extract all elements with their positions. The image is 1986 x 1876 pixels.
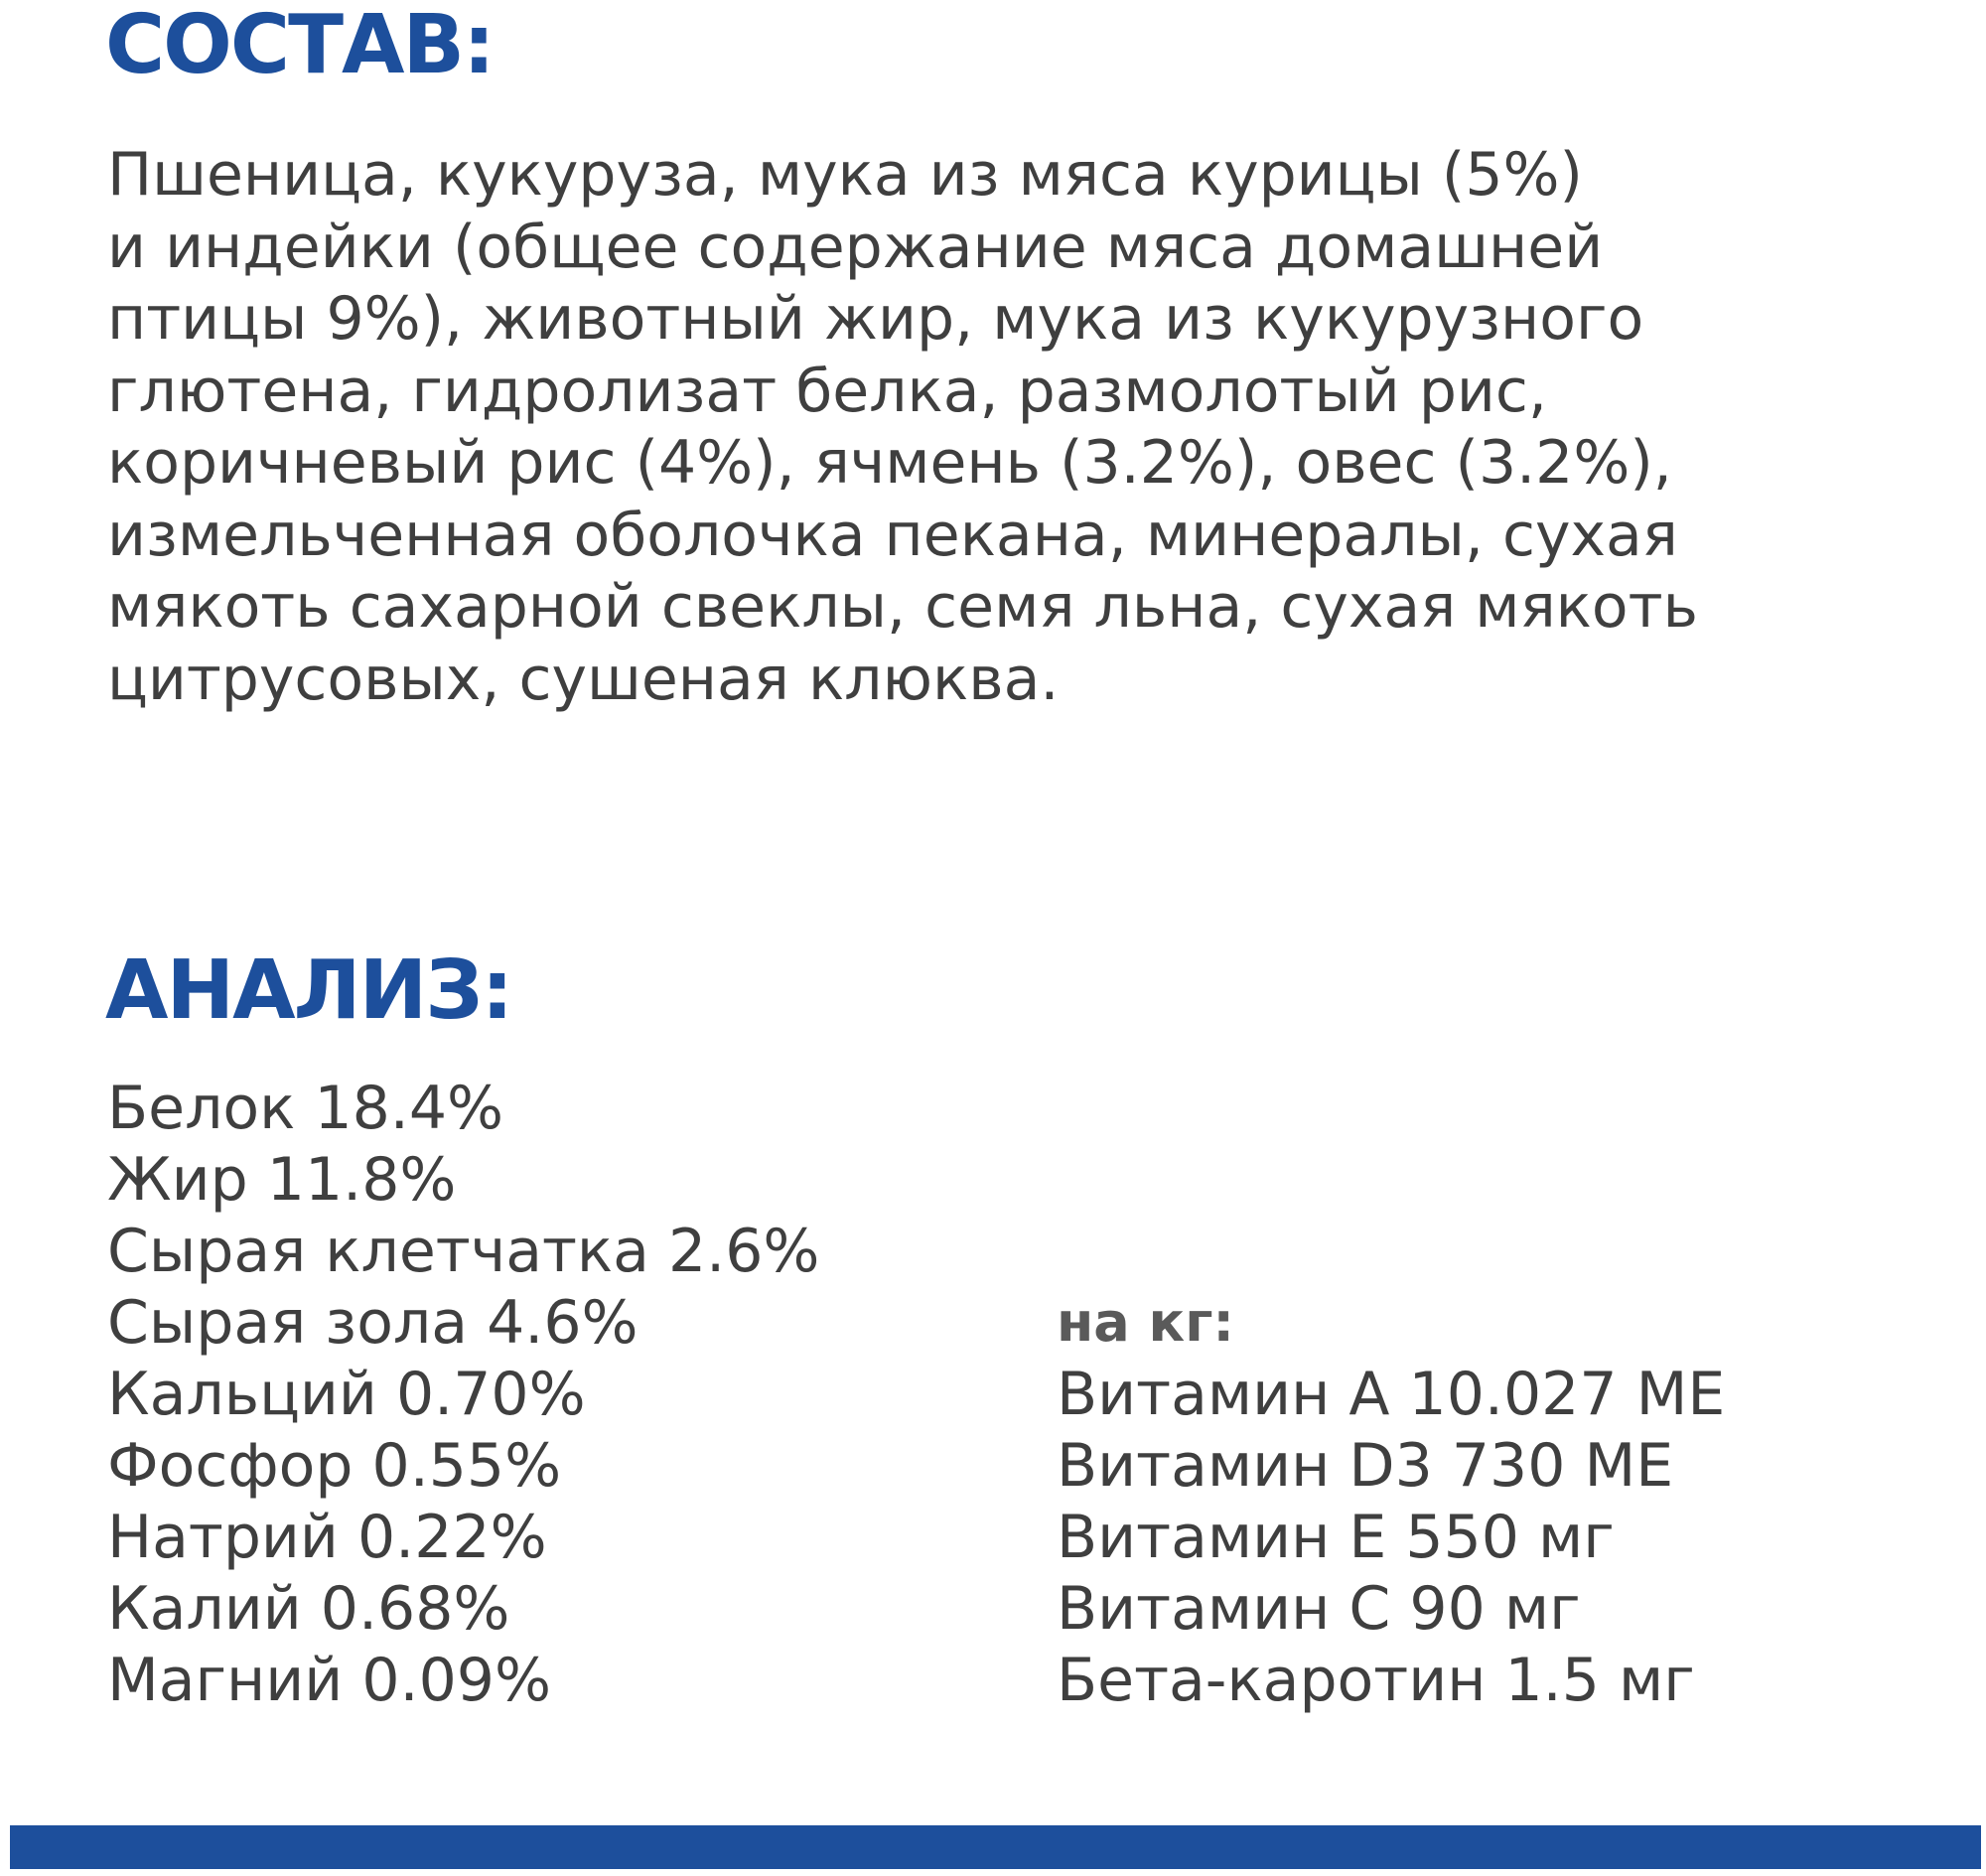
- composition-line: цитрусовых, сушеная клюква.: [107, 644, 1060, 714]
- composition-heading: СОСТАВ:: [105, 0, 494, 92]
- composition-line: Пшеница, кукуруза, мука из мяса курицы (5%): [107, 140, 1583, 210]
- analysis-item-potassium: Калий 0.68%: [107, 1574, 510, 1644]
- composition-line: глютена, гидролизат белка, размолотый рис,: [107, 356, 1547, 426]
- vitamin-d3-item: Витамин D3 730 МЕ: [1057, 1431, 1674, 1501]
- analysis-heading: АНАЛИЗ:: [105, 943, 512, 1038]
- analysis-item-phosphorus: Фосфор 0.55%: [107, 1431, 562, 1501]
- composition-text: [107, 139, 1698, 715]
- vitamin-c-item: Витамин С 90 мг: [1057, 1574, 1581, 1644]
- composition-line: мякоть сахарной свеклы, семя льна, сухая мякоть: [107, 572, 1698, 642]
- footer-bar: [10, 1825, 1981, 1869]
- analysis-item-protein: Белок 18.4%: [107, 1074, 504, 1143]
- beta-carotene-item: Бета-каротин 1.5 мг: [1057, 1646, 1695, 1715]
- vitamins-list: [1057, 1359, 1725, 1716]
- composition-line: и индейки (общее содержание мяса домашней: [107, 212, 1604, 282]
- per-kg-label: на кг:: [1057, 1291, 1235, 1354]
- analysis-item-calcium: Кальций 0.70%: [107, 1360, 586, 1429]
- analysis-item-magnesium: Магний 0.09%: [107, 1646, 551, 1715]
- analysis-item-crude-ash: Сырая зола 4.6%: [107, 1288, 638, 1358]
- composition-line: коричневый рис (4%), ячмень (3.2%), овес (3.2%),: [107, 428, 1672, 498]
- analysis-item-sodium: Натрий 0.22%: [107, 1503, 547, 1572]
- composition-line: птицы 9%), животный жир, мука из кукурузного: [107, 284, 1644, 354]
- analysis-item-crude-fiber: Сырая клетчатка 2.6%: [107, 1217, 820, 1286]
- analysis-list: [107, 1073, 819, 1716]
- composition-line: измельченная оболочка пекана, минералы, сухая: [107, 500, 1678, 570]
- vitamin-e-item: Витамин Е 550 мг: [1057, 1503, 1615, 1572]
- analysis-item-fat: Жир 11.8%: [107, 1145, 457, 1215]
- vitamin-a-item: Витамин А 10.027 МЕ: [1057, 1360, 1726, 1429]
